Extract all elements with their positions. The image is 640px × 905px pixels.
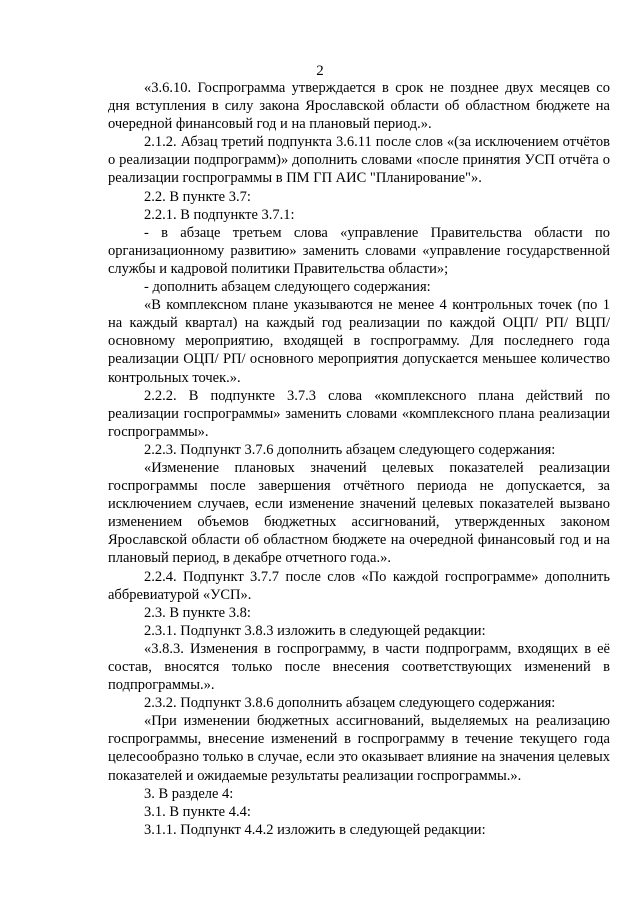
paragraph: 2.3.1. Подпункт 3.8.3 изложить в следующей редакции:: [144, 622, 486, 639]
paragraph: 2.3. В пункте 3.8:: [144, 604, 251, 621]
paragraph: «3.8.3. Изменения в госпрограмму, в части подпрограмм, входящих в её состав, вносятся только после внесения соответствующих изменений в подпрограммы.».: [108, 640, 610, 694]
paragraph: «При изменении бюджетных ассигнований, выделяемых на реализацию госпрограммы, внесение изменений в госпрограмму в течение текущего года целесообразно только в случае, если это оказывает влияние на значения целевых показателей и ожидаемые результаты реализации госпрограммы.».: [108, 713, 610, 784]
paragraph: 2.1.2. Абзац третий подпункта 3.6.11 после слов «(за исключением отчётов о реализации подпрограмм)» дополнить словами «после принятия УСП отчёта о реализации госпрограммы в ПМ ГП АИС "Планирование"».: [108, 134, 610, 187]
paragraph: 3. В разделе 4:: [144, 785, 234, 802]
page-number: 2: [316, 63, 324, 79]
paragraph: 3.1. В пункте 4.4:: [144, 803, 251, 820]
document-body: [108, 79, 610, 839]
paragraph: - в абзаце третьем слова «управление Правительства области по организационному развитию» заменить словами «управление государственной службы и кадровой политики Правительства области»;: [108, 224, 610, 277]
paragraph: 2.2.2. В подпункте 3.7.3 слова «комплексного плана действий по реализации госпрограммы» заменить словами «комплексного плана реализации госпрограммы».: [108, 387, 610, 440]
paragraph: «Изменение плановых значений целевых показателей реализации госпрограммы после завершения отчётного периода не допускается, за исключением случаев, если изменение значений целевых показателей вызвано изменением объемов бюджетных ассигнований, утвержденных законом Ярославской области об областном бюджете на очередной финансовый год и на плановый период, в декабре отчетного года.».: [108, 459, 610, 567]
paragraph: 3.1.1. Подпункт 4.4.2 изложить в следующей редакции:: [144, 821, 486, 838]
paragraph: - дополнить абзацем следующего содержания:: [144, 279, 431, 296]
paragraph: 2.3.2. Подпункт 3.8.6 дополнить абзацем следующего содержания:: [144, 695, 556, 712]
paragraph: 2.2.1. В подпункте 3.7.1:: [144, 206, 295, 223]
paragraph: «3.6.10. Госпрограмма утверждается в срок не позднее двух месяцев со дня вступления в силу закона Ярославской области об областном бюджете на очередной финансовый год и на плановый период.».: [108, 80, 610, 133]
paragraph: «В комплексном плане указываются не менее 4 контрольных точек (по 1 на каждый квартал) на каждый год реализации по каждой ОЦП/ РП/ ВЦП/ основному мероприятию, входящей в госпрограмму. Для последнего года реализации ОЦП/ РП/ основного мероприятия допускается меньшее количество контрольных точек.».: [108, 297, 610, 386]
paragraph: 2.2.3. Подпункт 3.7.6 дополнить абзацем следующего содержания:: [144, 441, 556, 458]
paragraph: 2.2. В пункте 3.7:: [144, 188, 251, 205]
paragraph: 2.2.4. Подпункт 3.7.7 после слов «По каждой госпрограмме» дополнить аббревиатурой «УСП».: [108, 568, 610, 603]
